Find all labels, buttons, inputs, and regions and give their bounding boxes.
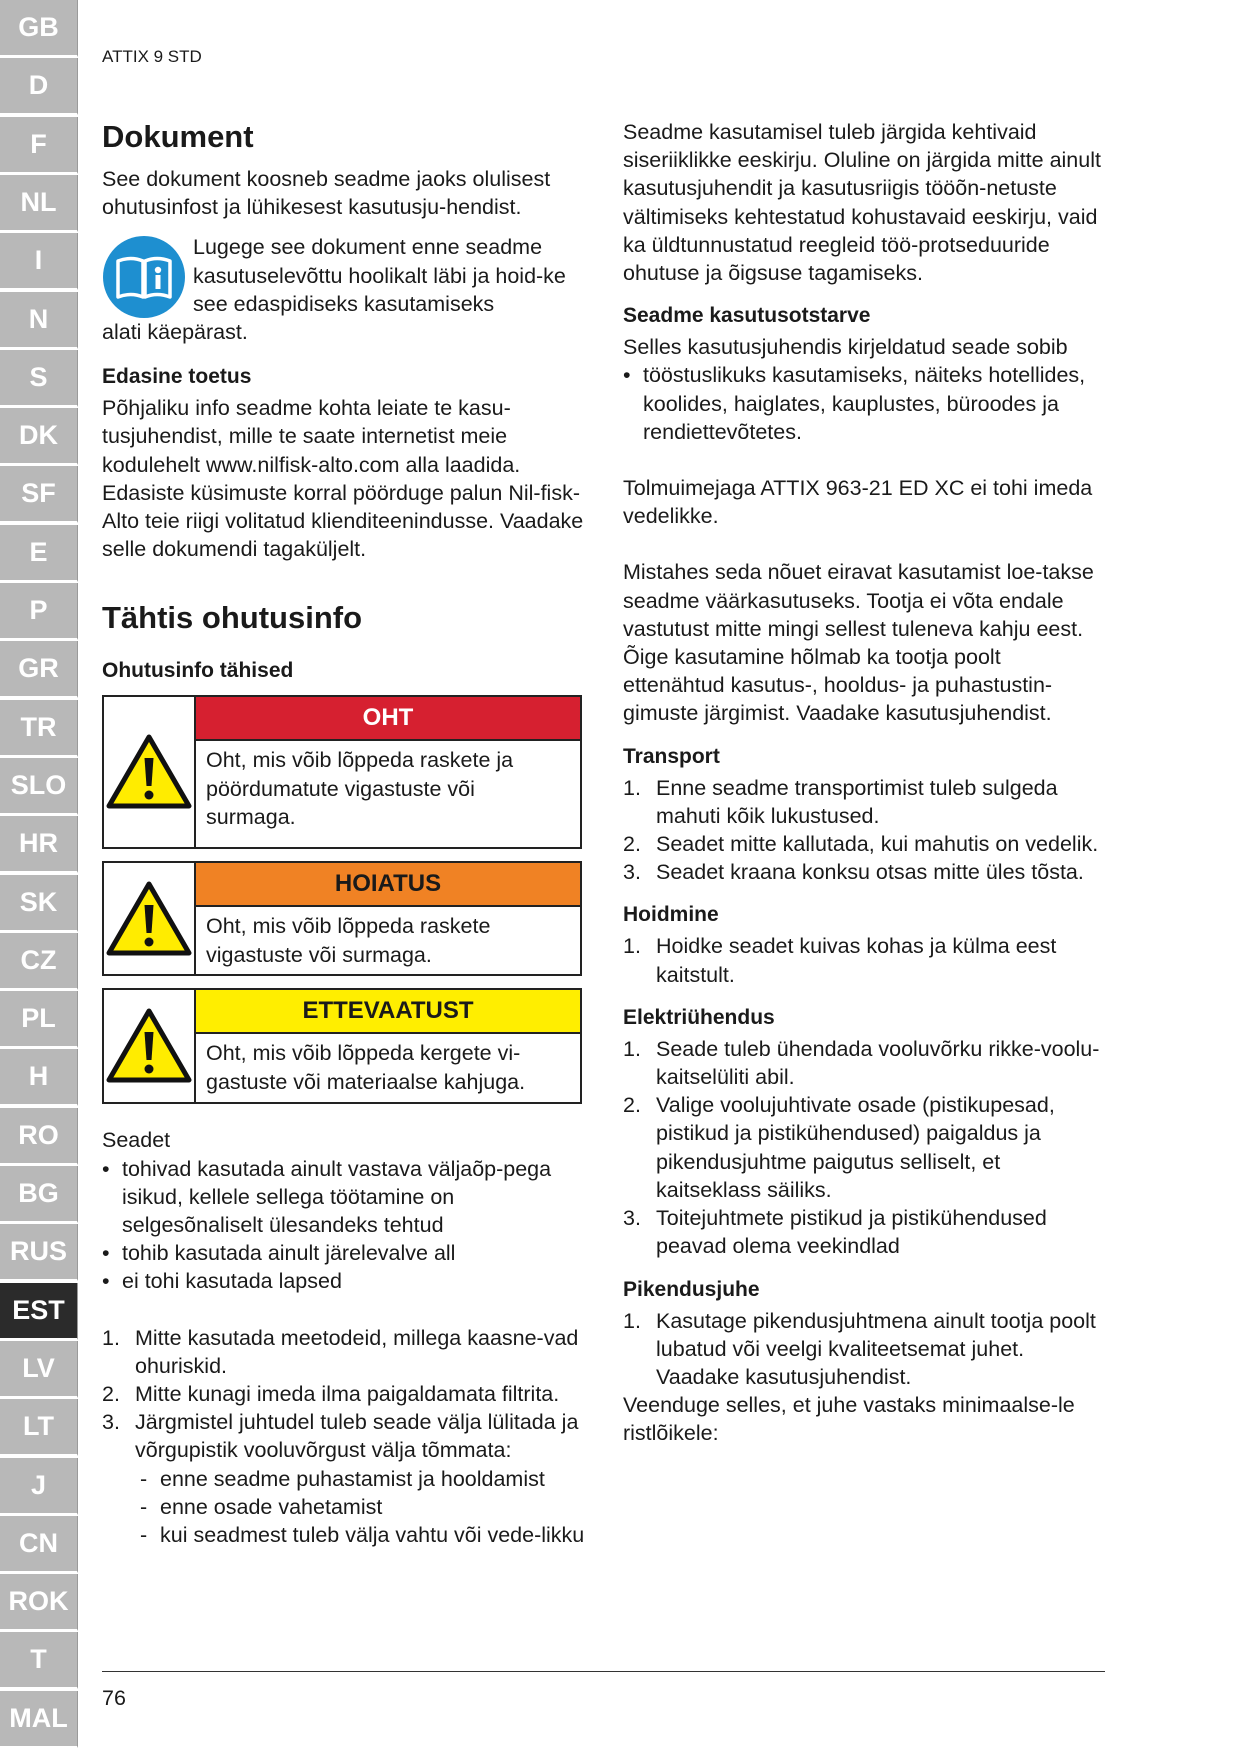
language-tab-s[interactable]: S [0,350,78,407]
transport-list [623,774,1106,887]
warning-symbols [102,695,585,1104]
device-bullet-item: • ei tohi kasutada lapsed [102,1267,585,1295]
language-tab-gb[interactable]: GB [0,0,78,57]
language-tab-nl[interactable]: NL [0,175,78,232]
language-tab-i[interactable]: I [0,233,78,290]
language-tab-rok[interactable]: ROK [0,1574,78,1631]
misuse-text: Mistahes seda nõuet eiravat kasutamist loe-takse seadme väärkasutuseks. Tootja ei võta endale vastutust mitte mingi sellest tuleneva kahju eest. [623,560,1094,641]
warning-label: OHT [196,697,580,741]
language-sidebar [0,0,78,1755]
rule-subitems [135,1465,585,1550]
transport-heading: Transport [623,744,720,768]
rule-subitem: - enne osade vahetamist [135,1493,585,1521]
warning-icon-cell [104,697,196,847]
language-tab-cz[interactable]: CZ [0,933,78,990]
language-tab-e[interactable]: E [0,525,78,582]
footer-rule [102,1671,1105,1672]
language-tab-bg[interactable]: BG [0,1166,78,1223]
extension-heading: Pikendusjuhe [623,1277,760,1301]
purpose-heading: Seadme kasutusotstarve [623,304,871,328]
device-bullet-item: • tohivad kasutada ainult vastava väljaõp-pega isikud, kellele sellega töötamine on selgesõnaliselt ülesandeks tehtud [102,1155,585,1240]
language-tab-h[interactable]: H [0,1049,78,1106]
safety-heading: Tähtis ohutusinfo [102,600,363,636]
language-tab-f[interactable]: F [0,117,78,174]
left-column [102,118,585,1549]
device-bullets [102,1155,585,1296]
warning-label: HOIATUS [196,863,580,907]
dokument-heading: Dokument [102,119,254,154]
language-tab-hr[interactable]: HR [0,816,78,873]
language-tab-p[interactable]: P [0,583,78,640]
transport-item: 2. Seadet mitte kallutada, kui mahutis on vedelik. [623,832,1099,857]
warning-text: Oht, mis võib lõppeda raskete ja pöördumatute vigastuste või surmaga. [206,748,514,829]
warning-triangle-icon [106,881,192,957]
warning-triangle-icon [106,1008,192,1084]
device-bullet-item: • tohib kasutada ainult järelevalve all [102,1239,585,1267]
warning-box-oht [102,695,582,849]
extension-list [623,1307,1106,1392]
purpose-intro: Selles kasutusjuhendis kirjeldatud seade sobib [623,335,1068,360]
warning-text: Oht, mis võib lõppeda kergete vi-gastuste või materiaalse kahjuga. [206,1041,526,1094]
dokument-text: See dokument koosneb seadme jaoks olulisest ohutusinfost ja lühikesest kasutusju-hendist. [102,167,551,220]
warning-label: ETTEVAATUST [196,990,580,1034]
language-tab-mal[interactable]: MAL [0,1691,78,1748]
liquids-text: Tolmuimejaga ATTIX 963-21 ED XC ei tohi imeda vedelikke. [623,476,1093,529]
model-header: ATTIX 9 STD [102,47,202,66]
rule-item: 3. Järgmistel juhtudel tuleb seade välja lülitada ja võrgupistik vooluvõrgust välja tõmmata: - enne seadme puhastamist ja hooldamist - enne osade vahetamist - kui seadmest tuleb välja vahtu või vede-likku [102,1408,585,1549]
rule-item: 2. Mitte kunagi imeda ilma paigaldamata filtrita. [102,1382,560,1407]
electrical-item: 1. Seade tuleb ühendada vooluvõrku rikke-voolu-kaitselüliti abil. [623,1036,1100,1090]
storage-item: 1. Hoidke seadet kuivas kohas ja külma eest kaitstult. [623,934,1057,987]
language-tab-lv[interactable]: LV [0,1341,78,1398]
warning-text: Oht, mis võib lõppeda raskete vigastuste või surmaga. [206,914,491,967]
language-tab-dk[interactable]: DK [0,408,78,465]
language-tab-pl[interactable]: PL [0,991,78,1048]
electrical-list [623,1035,1106,1261]
device-intro: Seadet [102,1128,171,1153]
symbols-heading: Ohutusinfo tähised [102,659,294,683]
read-manual-icon [102,235,186,319]
language-tab-lt[interactable]: LT [0,1399,78,1456]
language-tab-slo[interactable]: SLO [0,758,78,815]
transport-item: 1. Enne seadme transportimist tuleb sulgeda mahuti kõik lukustused. [623,775,1058,828]
language-tab-tr[interactable]: TR [0,700,78,757]
warning-box-hoiatus [102,861,582,976]
rule-subitem: - kui seadmest tuleb välja vahtu või vede-likku [135,1521,585,1549]
language-tab-sk[interactable]: SK [0,875,78,932]
storage-heading: Hoidmine [623,903,719,927]
support-heading: Edasine toetus [102,365,252,389]
storage-list [623,932,1106,988]
language-tab-cn[interactable]: CN [0,1516,78,1573]
warning-icon-cell [104,990,196,1102]
purpose-bullet-item: • tööstuslikuks kasutamiseks, näiteks hotellides, koolides, haiglates, kauplustes, büroodes ja rendiettevõtetes. [623,361,1106,446]
electrical-heading: Elektriühendus [623,1005,775,1029]
language-tab-d[interactable]: D [0,58,78,115]
warning-box-ettevaatust [102,988,582,1104]
language-tab-gr[interactable]: GR [0,641,78,698]
language-tab-n[interactable]: N [0,292,78,349]
electrical-item: 3. Toitejuhtmete pistikud ja pistikühendused peavad olema veekindlad [623,1206,1047,1259]
right-column [623,118,1106,1448]
electrical-item: 2. Valige voolujuhtivate osade (pistikupesad, pistikud ja pistikühendused) paigaldus ja pikendusjuhtme paigutus selliselt, et kaitseklass säiliks. [623,1093,1055,1202]
language-tab-sf[interactable]: SF [0,466,78,523]
language-tab-t[interactable]: T [0,1632,78,1689]
regulations-text: Seadme kasutamisel tuleb järgida kehtivaid siseriiklikke eeskirju. Oluline on järgida mitte ainult kasutusjuhendit ja kasutusriigis tööõn-netuste vältimiseks kehtestatud kohustavaid eeskirju, vaid ka üldtunnustatud reegleid töö-protseduuride ohutuse ja õigsuse tagamiseks. [623,120,1101,286]
language-tab-ro[interactable]: RO [0,1108,78,1165]
purpose-bullets [623,361,1106,446]
support-text: Põhjaliku info seadme kohta leiate te kasu-tusjuhendist, mille te saate internetist meie kodulehelt www.nilfisk-alto.com alla laadida. Edasiste küsimuste korral pöörduge palun Nil-fisk-Alto teie riigi volitatud klienditeenindusse. Vaadake selle dokumendi tagaküljelt. [102,396,584,562]
page-number: 76 [102,1686,126,1710]
rules-list [102,1324,585,1550]
rule-item: 1. Mitte kasutada meetodeid, millega kaasne-vad ohuriskid. [102,1325,579,1378]
read-manual-text: Lugege see dokument enne seadme kasutuselevõttu hoolikalt läbi ja hoid-ke see edaspidiseks kasutamiseks [193,235,566,316]
warning-triangle-icon [106,734,192,810]
extension-item: 1. Kasutage pikendusjuhtmena ainult tootja poolt lubatud või veelgi kvaliteetsemat juhet. Vaadake kasutusjuhendist. [623,1308,1096,1389]
rule-subitem: - enne seadme puhastamist ja hooldamist [135,1465,585,1493]
read-manual-text-cont: alati käepärast. [102,320,248,345]
transport-item: 3. Seadet kraana konksu otsas mitte üles tõsta. [623,860,1084,885]
read-manual-notice [102,233,585,318]
extension-text: Veenduge selles, et juhe vastaks minimaalse-le ristlõikele: [623,1393,1075,1446]
proper-use-text: Õige kasutamine hõlmab ka tootja poolt ettenähtud kasutus-, hooldus- ja puhastustin-gimuste järgimist. Vaadake kasutusjuhendist. [623,645,1053,726]
language-tab-est[interactable]: EST [0,1283,78,1340]
warning-icon-cell [104,863,196,974]
language-tab-rus[interactable]: RUS [0,1224,78,1281]
language-tab-j[interactable]: J [0,1458,78,1515]
